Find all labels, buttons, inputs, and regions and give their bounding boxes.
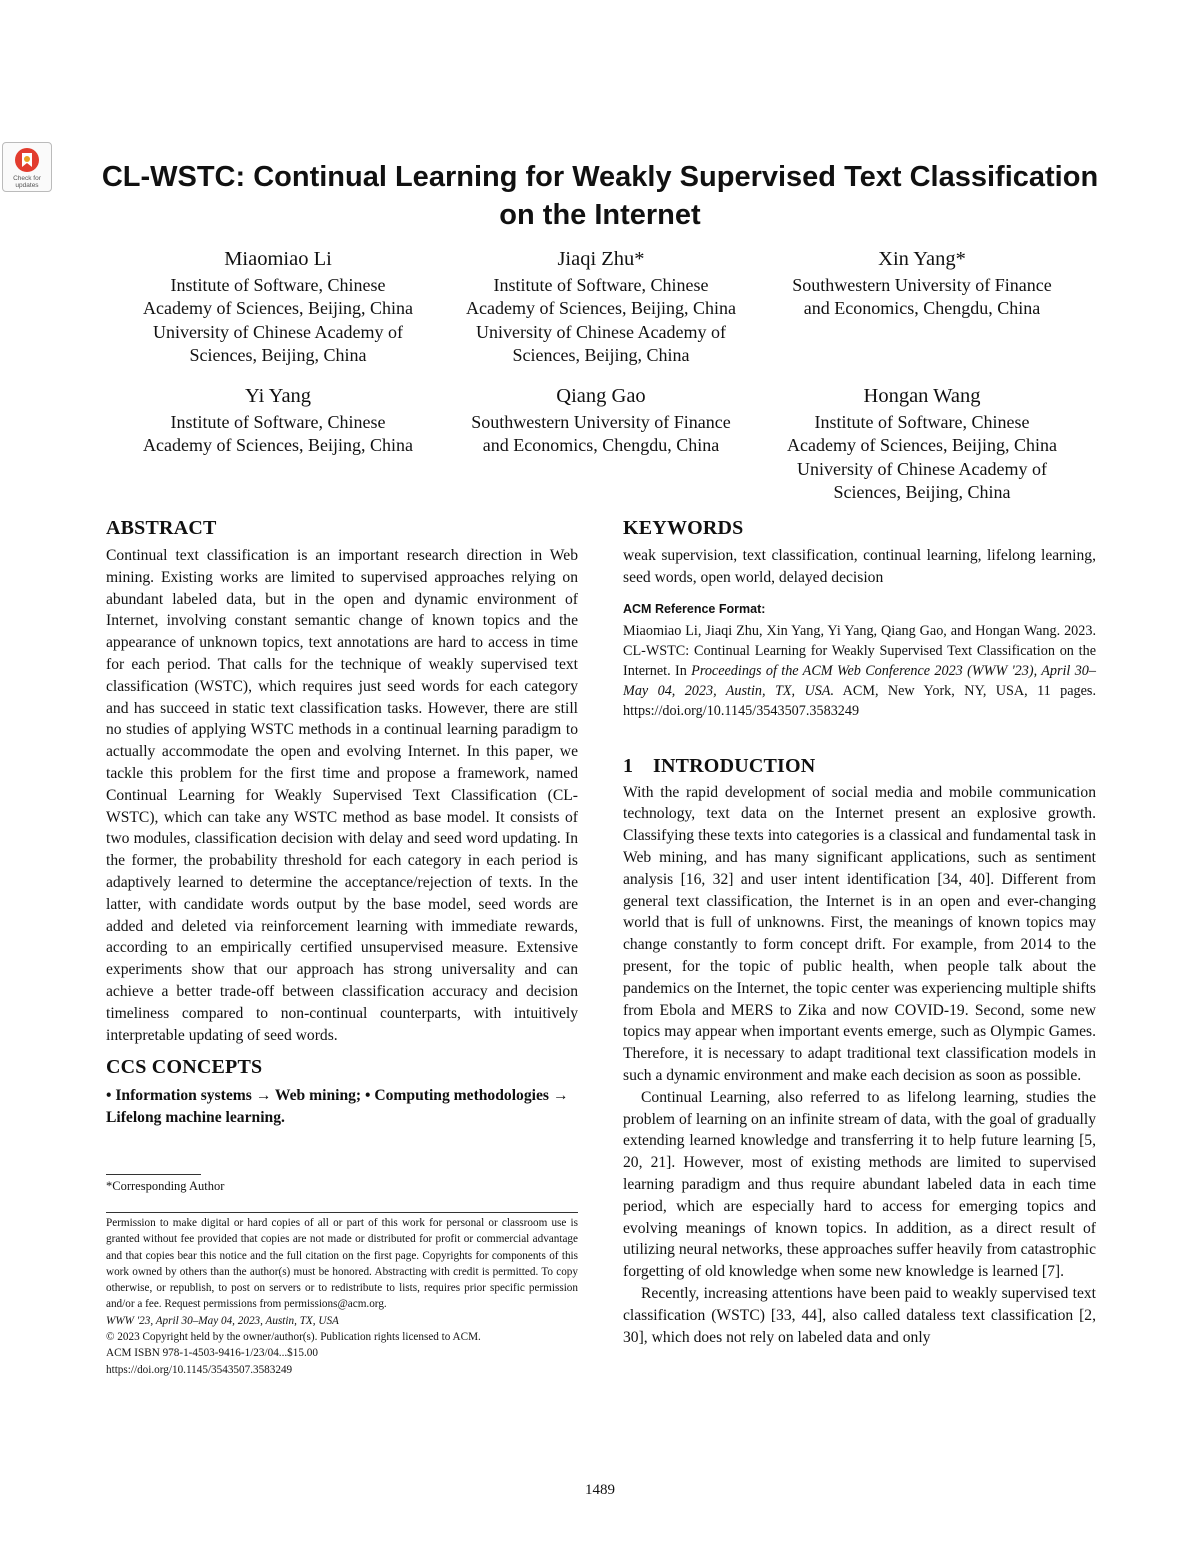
right-column [623,516,1096,1348]
author-affiliation: and Economics, Chengdu, China [482,435,720,456]
author-affiliation: University of Chinese Academy of [153,321,403,342]
author-block [108,383,448,458]
abstract-text: Continual text classification is an important research direction in Web mining. Existing works are limited to supervised approaches relying on abundant labeled data, but in the open and dynamic environment of Internet, involving constant semantic change of known topics and the appearance of unknown topics, text annotations are hard to access in time for each period. That calls for the technique of weakly supervised text classification (WSTC), which requires just seed words for each category and has succeed in static text classification tasks. However, there are still no studies of applying WSTC methods in a continual learning paradigm to actually accommodate the open and evolving Internet. In this paper, we tackle this problem for the first time and propose a framework, named Continual Learning for Weakly Supervised Text Classification (CL-WSTC), which can take any WSTC method as base model. It consists of two modules, classification decision with delay and seed word updating. In the former, the probability threshold for each category in each period is adaptively learned to determine the acceptance/rejection of texts. In the latter, with candidate words output by the base model, seed words are added and deleted via reinforcement learning with immediate rewards, according to an empirically certified unsupervised measure. Extensive experiments show that our approach has strong universality and can achieve a better trade-off between classification accuracy and decision timeliness compared to non-continual counterparts, with intuitively interpretable updating of seed words. [106,547,578,1044]
abstract-heading: ABSTRACT [106,517,217,539]
author-affiliation: Sciences, Beijing, China [189,344,367,365]
author-affiliation: University of Chinese Academy of [476,321,726,342]
author-affiliation: Institute of Software, Chinese [493,275,709,295]
author-name: Xin Yang* [878,248,966,270]
author-affiliation: Institute of Software, Chinese [814,412,1030,432]
section-number: 1 [623,754,634,777]
author-affiliation: Academy of Sciences, Beijing, China [143,298,413,319]
footnote-rule [106,1174,201,1175]
copyright-notice: © 2023 Copyright held by the owner/author(s). Publication rights licensed to ACM. [106,1331,481,1344]
author-affiliation: Academy of Sciences, Beijing, China [787,435,1057,456]
paper-title: CL-WSTC: Continual Learning for Weakly Supervised Text Classification on the Internet [101,161,1099,231]
acm-reference-authors: Miaomiao Li, Jiaqi Zhu, Xin Yang, Yi Yang, Qiang Gao, and Hongan Wang. 2023. CL-WSTC: Continual Learning for Weakly Supervised Text Classification on the Internet. In [623,622,1096,679]
intro-paragraph: With the rapid development of social media and mobile communication technology, text data on the Internet present an explosive growth. Classifying these texts into categories is a classical and fundamental task in Web mining, and has many significant applications, such as sentiment analysis [16, 32] and user intent identification [34, 40]. Different from general text classification, the Internet is in an open and ever-changing world that is full of unknowns. First, the meanings of known topics may change constantly to form concept drift. For example, from 2014 to the present, for the topic of public health, when people talk about the pandemics on the Internet, the topic center was experiencing multiple shifts from Ebola and MERS to Zika and now COVID-19. Second, some new topics may appear when important events emerge, such as Olympic Games. Therefore, it is necessary to adapt traditional text classification models in such a dynamic environment and make each decision as soon as possible. [623,783,1096,1084]
conference-venue: WWW '23, April 30–May 04, 2023, Austin, TX, USA [106,1314,339,1327]
author-block [752,246,1092,321]
author-affiliation: Academy of Sciences, Beijing, China [466,298,736,319]
section-title: INTRODUCTION [653,754,816,777]
keywords-heading: KEYWORDS [623,517,744,539]
author-affiliation: Sciences, Beijing, China [512,344,690,365]
permission-text: Permission to make digital or hard copies of all or part of this work for personal or classroom use is granted without fee provided that copies are not made or distributed for profit or commercial advantage and that copies bear this notice and the full citation on the first page. Copyrights for components of this work owned by others than the author(s) must be honored. Abstracting with credit is permitted. To copy otherwise, or republish, to post on servers or to redistribute to lists, requires prior specific permission and/or a fee. Request permissions from permissions@acm.org. [106,1217,578,1311]
author-block [108,246,448,367]
doi-link[interactable]: https://doi.org/10.1145/3543507.3583249 [106,1363,293,1376]
author-affiliation: Institute of Software, Chinese [170,275,386,295]
acm-reference-venue: Proceedings of the ACM Web Conference 2023 (WWW '23), April 30–May 04, 2023, Austin, TX, USA. [623,663,1096,700]
acm-reference-text [623,621,1096,722]
author-affiliation: Southwestern University of Finance [471,412,731,432]
permission-rule [106,1212,578,1213]
author-affiliation: and Economics, Chengdu, China [803,298,1041,319]
left-column [106,516,578,1129]
author-block [752,383,1092,504]
author-block [431,383,771,458]
check-for-updates-badge[interactable] [2,142,52,192]
ccs-text: • Information systems → Web mining; • Computing methodologies → Lifelong machine learning. [106,1087,569,1127]
permission-block [106,1215,578,1378]
introduction-heading [623,754,1096,778]
author-affiliation: Institute of Software, Chinese [170,412,386,432]
corresponding-author-note: *Corresponding Author [106,1179,225,1193]
page-number: 1489 [585,1482,615,1498]
acm-reference-publisher[interactable]: ACM, New York, NY, USA, 11 pages. https://doi.org/10.1145/3543507.3583249 [623,683,1097,720]
author-block [431,246,771,367]
ccs-heading: CCS CONCEPTS [106,1056,263,1079]
bookmark-ribbon-icon [13,146,41,174]
author-affiliation: Academy of Sciences, Beijing, China [143,435,413,456]
intro-paragraph: Recently, increasing attentions have been paid to weakly supervised text classification (WSTC) [33, 44], also called dataless text classification [2, 30], which does not rely on labeled data and only [623,1284,1096,1346]
isbn: ACM ISBN 978-1-4503-9416-1/23/04...$15.00 [106,1347,318,1360]
author-affiliation: University of Chinese Academy of [797,458,1047,479]
badge-label: Check for updates [13,175,41,189]
acm-reference-heading: ACM Reference Format: [623,601,766,616]
author-affiliation: Southwestern University of Finance [792,275,1052,295]
intro-paragraph: Continual Learning, also referred to as lifelong learning, studies the problem of learning on an infinite stream of data, with the goal of gradually extending learned knowledge and transferring it to help future learning [5, 20, 21]. However, most of existing methods are limited to supervised learning paradigm and thus require abundant labeled data in each time period, which are especially hard to access for emerging topics and evolving meanings of known topics. In addition, as a direct result of utilizing neural networks, these approaches suffer heavily from catastrophic forgetting of old knowledge when some new knowledge is learned [7]. [623,1088,1096,1281]
keywords-text: weak supervision, text classification, continual learning, lifelong learning, seed words, open world, delayed decision [623,547,1096,586]
author-name: Yi Yang [244,385,312,407]
author-name: Jiaqi Zhu* [557,248,645,270]
author-name: Hongan Wang [863,385,981,407]
author-affiliation: Sciences, Beijing, China [833,481,1011,502]
author-name: Qiang Gao [556,385,646,407]
author-name: Miaomiao Li [224,248,332,270]
